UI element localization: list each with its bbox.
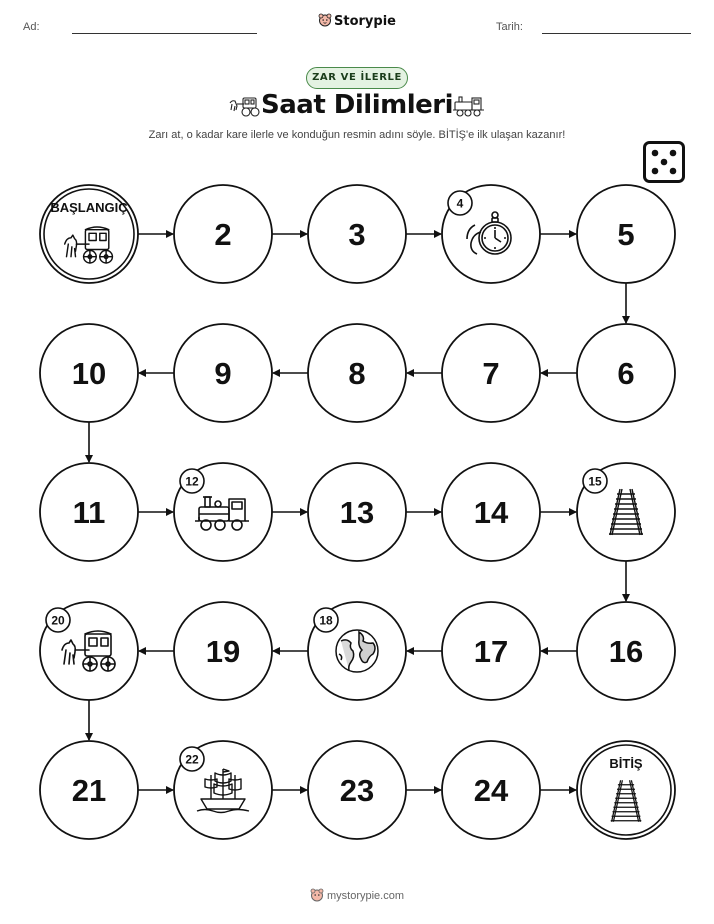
board-space-3[interactable] — [308, 185, 406, 283]
space-number: 6 — [617, 356, 635, 391]
board-space-17[interactable] — [442, 602, 540, 700]
board-space-7[interactable] — [442, 324, 540, 422]
board-space-6[interactable] — [577, 324, 675, 422]
board-space-21[interactable] — [40, 741, 138, 839]
board-space-24[interactable] — [442, 741, 540, 839]
start-label: BAŞLANGIÇ — [50, 200, 128, 215]
board-space-22[interactable] — [174, 741, 272, 839]
space-number: 17 — [473, 634, 509, 669]
footer — [0, 888, 714, 902]
instructions: Zarı at, o kadar kare ilerle ve konduğun resmin adını söyle. BİTİŞ'e ilk ulaşan kazanır! — [148, 129, 566, 141]
space-number: 19 — [205, 634, 241, 669]
space-number: 24 — [473, 773, 509, 808]
board-space-14[interactable] — [442, 463, 540, 561]
page-title: Saat Dilimleri — [261, 90, 453, 120]
space-number-badge-label: 15 — [588, 474, 602, 489]
space-number-badge-label: 18 — [319, 613, 333, 628]
space-number-badge-label: 22 — [185, 752, 199, 767]
space-number: 5 — [617, 217, 635, 252]
date-label: Tarih: — [496, 21, 523, 33]
storypie-footer-logo-icon — [310, 888, 324, 902]
space-number: 10 — [71, 356, 107, 391]
space-number: 3 — [348, 217, 366, 252]
board-space-16[interactable] — [577, 602, 675, 700]
space-number-badge-label: 12 — [185, 474, 199, 489]
space-number: 21 — [71, 773, 107, 808]
board-space-10[interactable] — [40, 324, 138, 422]
finish-space[interactable] — [577, 741, 675, 839]
footer-url: mystorypie.com — [326, 890, 405, 902]
board-space-4[interactable] — [442, 185, 540, 283]
board-space-13[interactable] — [308, 463, 406, 561]
space-number: 11 — [72, 495, 106, 530]
board-space-11[interactable] — [40, 463, 138, 561]
board-space-2[interactable] — [174, 185, 272, 283]
space-number-badge-label: 20 — [51, 613, 65, 628]
brand-name: Storypie — [334, 14, 396, 29]
finish-label: BİTİŞ — [609, 756, 643, 771]
board-space-18[interactable] — [308, 602, 406, 700]
board-space-19[interactable] — [174, 602, 272, 700]
space-number: 13 — [339, 495, 375, 530]
space-number: 14 — [473, 495, 509, 530]
board-space-12[interactable] — [174, 463, 272, 561]
space-number: 23 — [339, 773, 375, 808]
board-space-8[interactable] — [308, 324, 406, 422]
start-space[interactable] — [40, 185, 138, 283]
space-number: 16 — [608, 634, 644, 669]
space-number: 8 — [348, 356, 366, 391]
space-number: 2 — [214, 217, 232, 252]
board-space-20[interactable] — [40, 602, 138, 700]
mode-badge: ZAR VE İLERLE — [306, 67, 408, 89]
board-space-5[interactable] — [577, 185, 675, 283]
space-number-badge-label: 4 — [456, 196, 464, 211]
space-number: 7 — [482, 356, 500, 391]
board-space-9[interactable] — [174, 324, 272, 422]
name-label: Ad: — [23, 21, 40, 33]
space-number: 9 — [214, 356, 232, 391]
board-space-15[interactable] — [577, 463, 675, 561]
board-space-23[interactable] — [308, 741, 406, 839]
